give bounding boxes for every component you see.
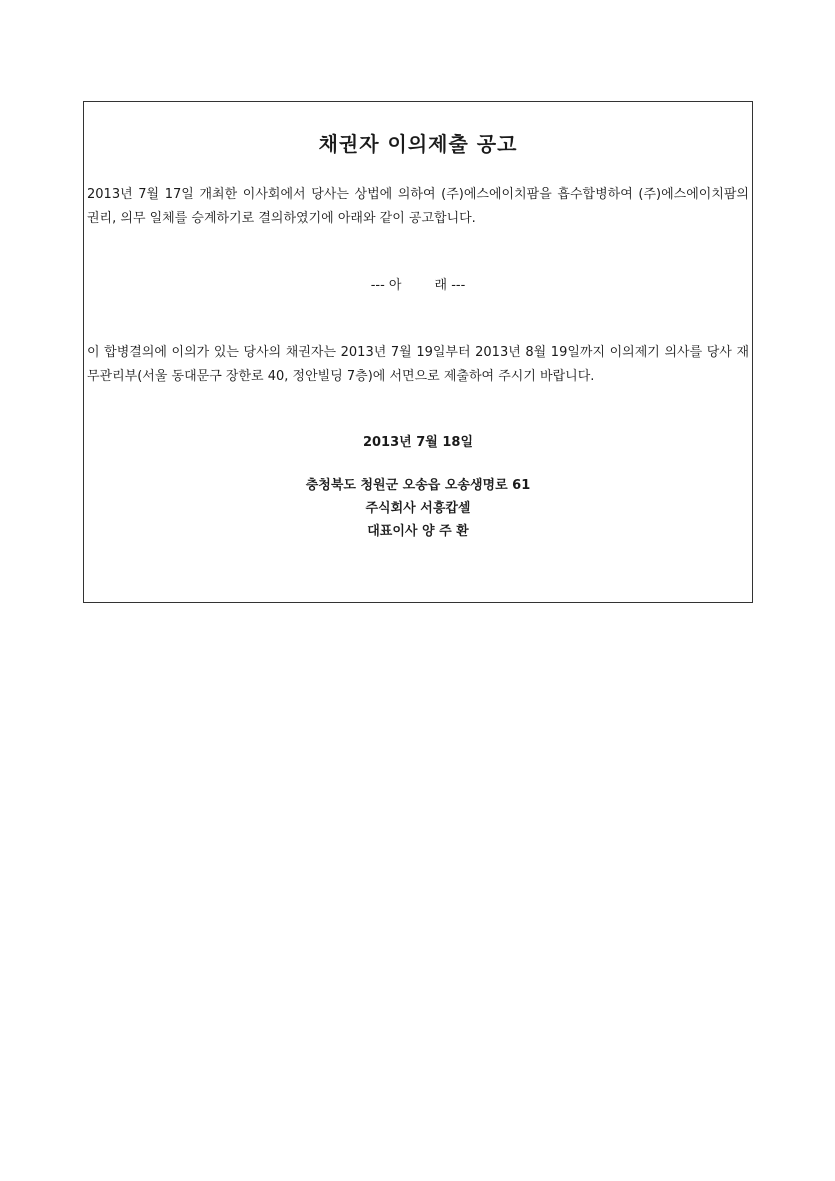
notice-date: 2013년 7월 18일 bbox=[362, 435, 474, 450]
notice-title: 채권자 이의제출 공고 bbox=[318, 132, 518, 156]
notice-paragraph-announcement: 2013년 7월 17일 개최한 이사회에서 당사는 상법에 의하여 (주)에스에이치팜을 흡수합병하여 (주)에스에이치팜의 권리, 의무 일체를 승계하기로 결의하였기에 아래와 같이 공고합니다. bbox=[87, 187, 749, 226]
company-name: 주식회사 서흥캅셀 bbox=[365, 501, 471, 516]
signature-block bbox=[84, 474, 752, 543]
notice-box bbox=[83, 101, 753, 603]
notice-separator: --- 아 래 --- bbox=[370, 278, 466, 293]
notice-paragraph-objection: 이 합병결의에 이의가 있는 당사의 채권자는 2013년 7월 19일부터 2013년 8월 19일까지 이의제기 의사를 당사 재무관리부(서울 동대문구 장한로 40, 정안빌딩 7층)에 서면으로 제출하여 주시기 바랍니다. bbox=[87, 345, 749, 384]
company-representative: 대표이사 양 주 환 bbox=[367, 524, 469, 539]
company-address: 충청북도 청원군 오송읍 오송생명로 61 bbox=[305, 478, 531, 493]
